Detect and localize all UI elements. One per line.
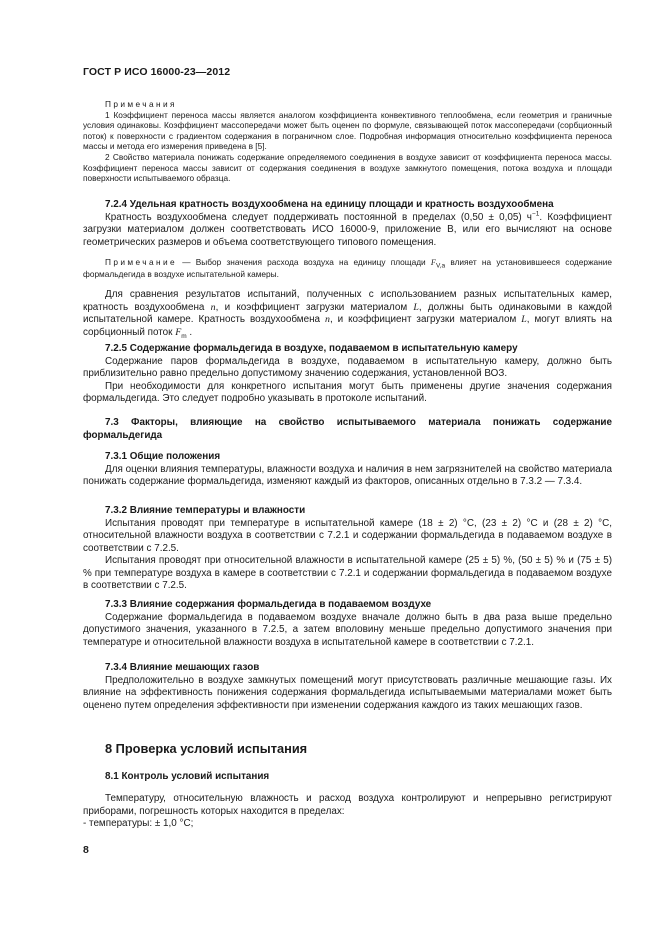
- text-run: — Выбор значения расхода воздуха на единицу площади: [177, 257, 431, 267]
- section-heading-8: 8 Проверка условий испытания: [105, 741, 308, 756]
- note-2: 2 Свойство материала понижать содержание определяемого соединения в воздухе зависит от коэффициента переноса массы. Коэффициент переноса массы зависит от содержания соединения в воздухе замкнутого помещения, потока воздуха и площади поверхности испытываемого образца.: [83, 151, 612, 184]
- symbol-n: n: [210, 301, 216, 313]
- paragraph-7-2-5-1: Содержание паров формальдегида в воздухе, подаваемом в испытательную камеру, должно быть приблизительно равно предельно допустимому значению содержания, установленной ВОЗ.: [83, 355, 612, 379]
- symbol-n: n: [325, 314, 330, 325]
- text-run: , должны быть одинаковыми в каждой испытательной камере. Кратность воздухообмена: [83, 301, 613, 325]
- section-heading-7-3-2: 7.3.2 Влияние температуры и влажности: [105, 505, 306, 516]
- paragraph-8-1-1: Температуру, относительную влажность и расход воздуха контролируют и непрерывно регистрируют приборами, погрешность которых находится в пределах:: [83, 793, 612, 817]
- symbol-F: F: [430, 258, 436, 267]
- section-7-3: [83, 417, 612, 442]
- list-item-temperature: - температуры: ± 1,0 °С;: [83, 818, 194, 829]
- document-header-title: ГОСТ Р ИСО 16000-23—2012: [83, 66, 231, 78]
- section-7-2-4: [83, 199, 612, 249]
- paragraph-7-3-1-1: Для оценки влияния температуры, влажности воздуха и наличия в нем загрязнителей на свойство материала понижать содержание формальдегида, изменяют каждый из факторов, описанных отдельно в 7.3.2 — 7.3.4.: [83, 463, 612, 487]
- section-heading-7-3-1: 7.3.1 Общие положения: [105, 451, 221, 462]
- text-run: Кратность воздухообмена следует поддерживать постоянной в пределах (0,50 ± 0,05) ч: [105, 211, 532, 223]
- notes-label: Примечания: [105, 99, 177, 109]
- page-number: 8: [83, 844, 89, 856]
- text-run: влияет на установившееся содержание формальдегида в воздухе испытательной камеры.: [83, 257, 612, 279]
- section-8-1-body: [83, 793, 612, 831]
- section-7-2-5: [83, 343, 612, 406]
- symbol-F: F: [175, 326, 182, 338]
- text-run: , могут влиять на сорбционный поток: [83, 314, 612, 338]
- note-paragraph: [83, 257, 612, 279]
- paragraph-7-3-2-1: Испытания проводят при температуре в испытательной камере (18 ± 2) °С, (23 ± 2) °С и (28 ± 2) °С, относительной влажности воздуха в соответствии с 7.2.1 и содержании формальдегида в подаваемом воздухе в соответствии с 7.2.5.: [83, 517, 612, 554]
- text-run: . Коэффициент загрузки материалом должен соответствовать ИСО 16000-9, приложение В, или его вычисляют на основе геометрических размеров и объема соответствующего типового помещения.: [83, 211, 613, 248]
- section-heading-7-2-4: 7.2.4 Удельная кратность воздухообмена на единицу площади и кратность воздухообмена: [105, 199, 554, 210]
- symbol-L: L: [413, 301, 419, 313]
- note-label: Примечание: [105, 257, 178, 267]
- text-run: .: [186, 326, 193, 338]
- paragraph-7-3-3-1: Содержание формальдегида в подаваемом воздухе вначале должно быть в два раза выше предельно допустимого значения, указанного в 7.2.5, а затем вполовину меньше предельно допустимого значения при температуре и относительной влажности воздуха в испытательной камере в соответствии с 7.2.1.: [83, 611, 612, 648]
- paragraph-7-3-4-1: Предположительно в воздухе замкнутых помещений могут присутствовать различные мешающие газы. Их влияние на эффективность понижения содержания формальдегида испытываемыми материалами может быть оценено путем определения эффективности при изменении содержания каждого из таких мешающих газов.: [83, 674, 612, 711]
- note-1: 1 Коэффициент переноса массы является аналогом коэффициента конвективного теплообмена, если геометрия и граничные условия одинаковы. Коэффициент массопередачи может быть оценен по формуле, связывающей поток массопередачи (сорбционный поток) к поверхности с градиентом содержания в пограничном слое. Подробная информация относительно коэффициента переноса массы и метода его измерения приведена в [5].: [83, 109, 612, 152]
- notes-block: [83, 99, 612, 184]
- section-heading-8-1: 8.1 Контроль условий испытания: [105, 771, 270, 782]
- section-heading-7-3: 7.3 Факторы, влияющие на свойство испытываемого материала понижать содержание формальдегида: [83, 417, 612, 441]
- section-heading-7-3-3: 7.3.3 Влияние содержания формальдегида в подаваемом воздухе: [105, 599, 432, 610]
- note-7-2-4: [83, 257, 612, 279]
- paragraph-7-2-4-2-block: [83, 289, 612, 339]
- symbol-subscript: V,a: [435, 262, 446, 270]
- section-7-3-3: [83, 599, 612, 649]
- paragraph-7-2-4-2: [83, 289, 612, 339]
- symbol-subscript: m: [181, 332, 187, 340]
- section-heading-7-2-5: 7.2.5 Содержание формальдегида в воздухе, подаваемом в испытательную камеру: [105, 343, 518, 354]
- text-run: , и коэффициент загрузки материалом: [329, 314, 522, 325]
- text-run: , и коэффициент загрузки материалом: [215, 301, 414, 313]
- text-run: Для сравнения результатов испытаний, полученных с использованием разных испытательных камер, кратность воздухообмена: [83, 289, 612, 313]
- unit-exponent: −1: [531, 210, 540, 218]
- section-heading-7-3-4: 7.3.4 Влияние мешающих газов: [105, 662, 260, 673]
- section-7-3-2: [83, 505, 612, 593]
- paragraph-7-2-5-2: При необходимости для конкретного испытания могут быть применены другие значения содержания формальдегида. Это следует подробно указывать в протоколе испытаний.: [83, 380, 612, 404]
- section-7-3-4: [83, 662, 612, 712]
- paragraph-7-3-2-2: Испытания проводят при относительной влажности в испытательной камере (25 ± 5) %, (50 ± 5) % и (75 ± 5) % при температуре воздуха в камере в соответствии с 7.2.1 и содержании формальдегида в подаваемом воздухе в соответствии с 7.2.5.: [83, 555, 612, 591]
- section-7-3-1: [83, 451, 612, 489]
- paragraph-7-2-4-1: [83, 212, 612, 250]
- symbol-L: L: [521, 314, 527, 325]
